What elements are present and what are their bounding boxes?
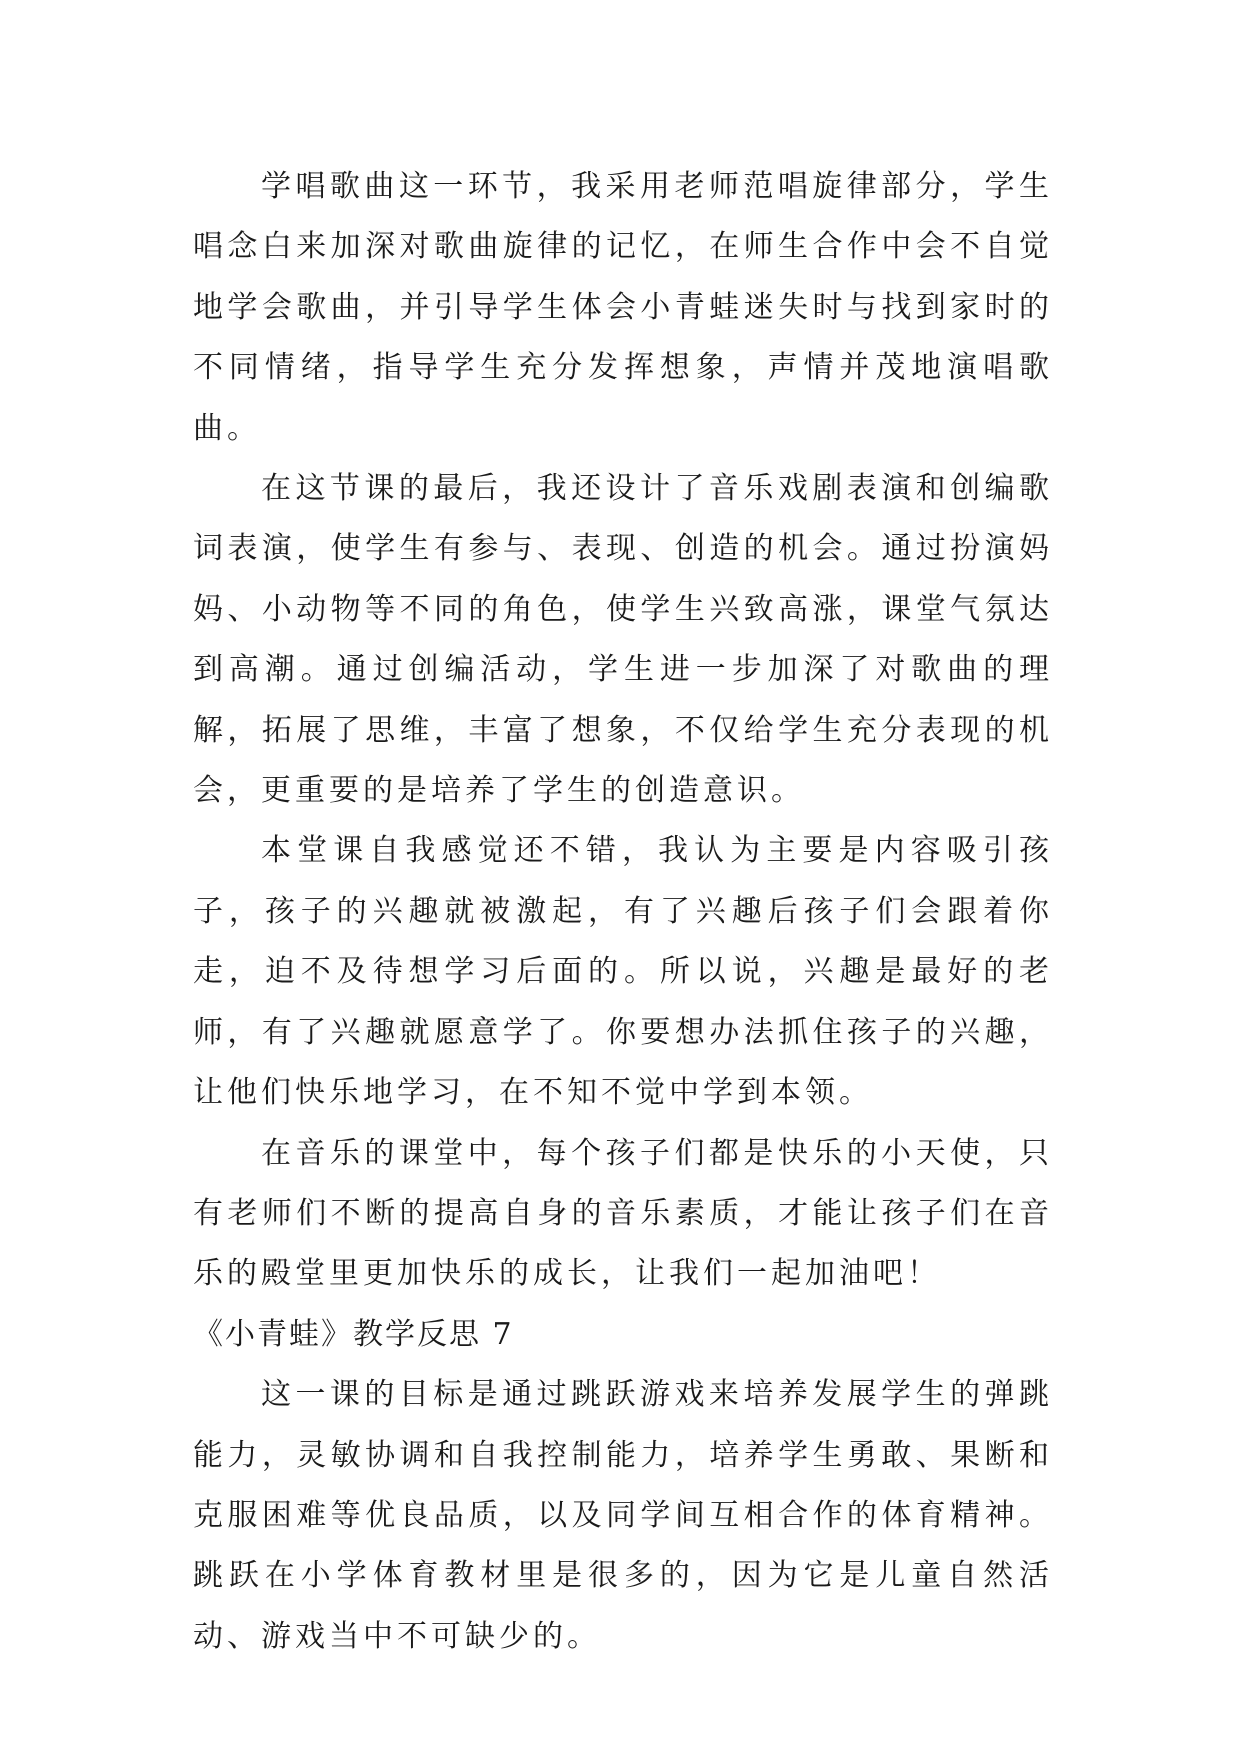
- paragraph: 在这节课的最后，我还设计了音乐戏剧表演和创编歌词表演，使学生有参与、表现、创造的机会。通过扮演妈妈、小动物等不同的角色，使学生兴致高涨，课堂气氛达到高潮。通过创编活动，学生进一步加深了对歌曲的理解，拓展了思维，丰富了想象，不仅给学生充分表现的机会，更重要的是培养了学生的创造意识。: [193, 471, 1053, 809]
- paragraph: 这一课的目标是通过跳跃游戏来培养发展学生的弹跳能力，灵敏协调和自我控制能力，培养学生勇敢、果断和克服困难等优良品质，以及同学间互相合作的体育精神。跳跃在小学体育教材里是很多的，因为它是儿童自然活动、游戏当中不可缺少的。: [193, 1377, 1053, 1654]
- paragraph: 本堂课自我感觉还不错，我认为主要是内容吸引孩子，孩子的兴趣就被激起，有了兴趣后孩子们会跟着你走，迫不及待想学习后面的。所以说，兴趣是最好的老师，有了兴趣就愿意学了。你要想办法抓住孩子的兴趣，让他们快乐地学习，在不知不觉中学到本领。: [193, 833, 1053, 1111]
- section-heading: 《小青蛙》教学反思 7: [193, 1316, 514, 1352]
- paragraph: 学唱歌曲这一环节，我采用老师范唱旋律部分，学生唱念白来加深对歌曲旋律的记忆，在师生合作中会不自觉地学会歌曲，并引导学生体会小青蛙迷失时与找到家时的不同情绪，指导学生充分发挥想象，声情并茂地演唱歌曲。: [193, 169, 1053, 446]
- paragraph: 在音乐的课堂中，每个孩子们都是快乐的小天使，只有老师们不断的提高自身的音乐素质，才能让孩子们在音乐的殿堂里更加快乐的成长，让我们一起加油吧！: [193, 1135, 1053, 1292]
- document-body: [193, 157, 1053, 1667]
